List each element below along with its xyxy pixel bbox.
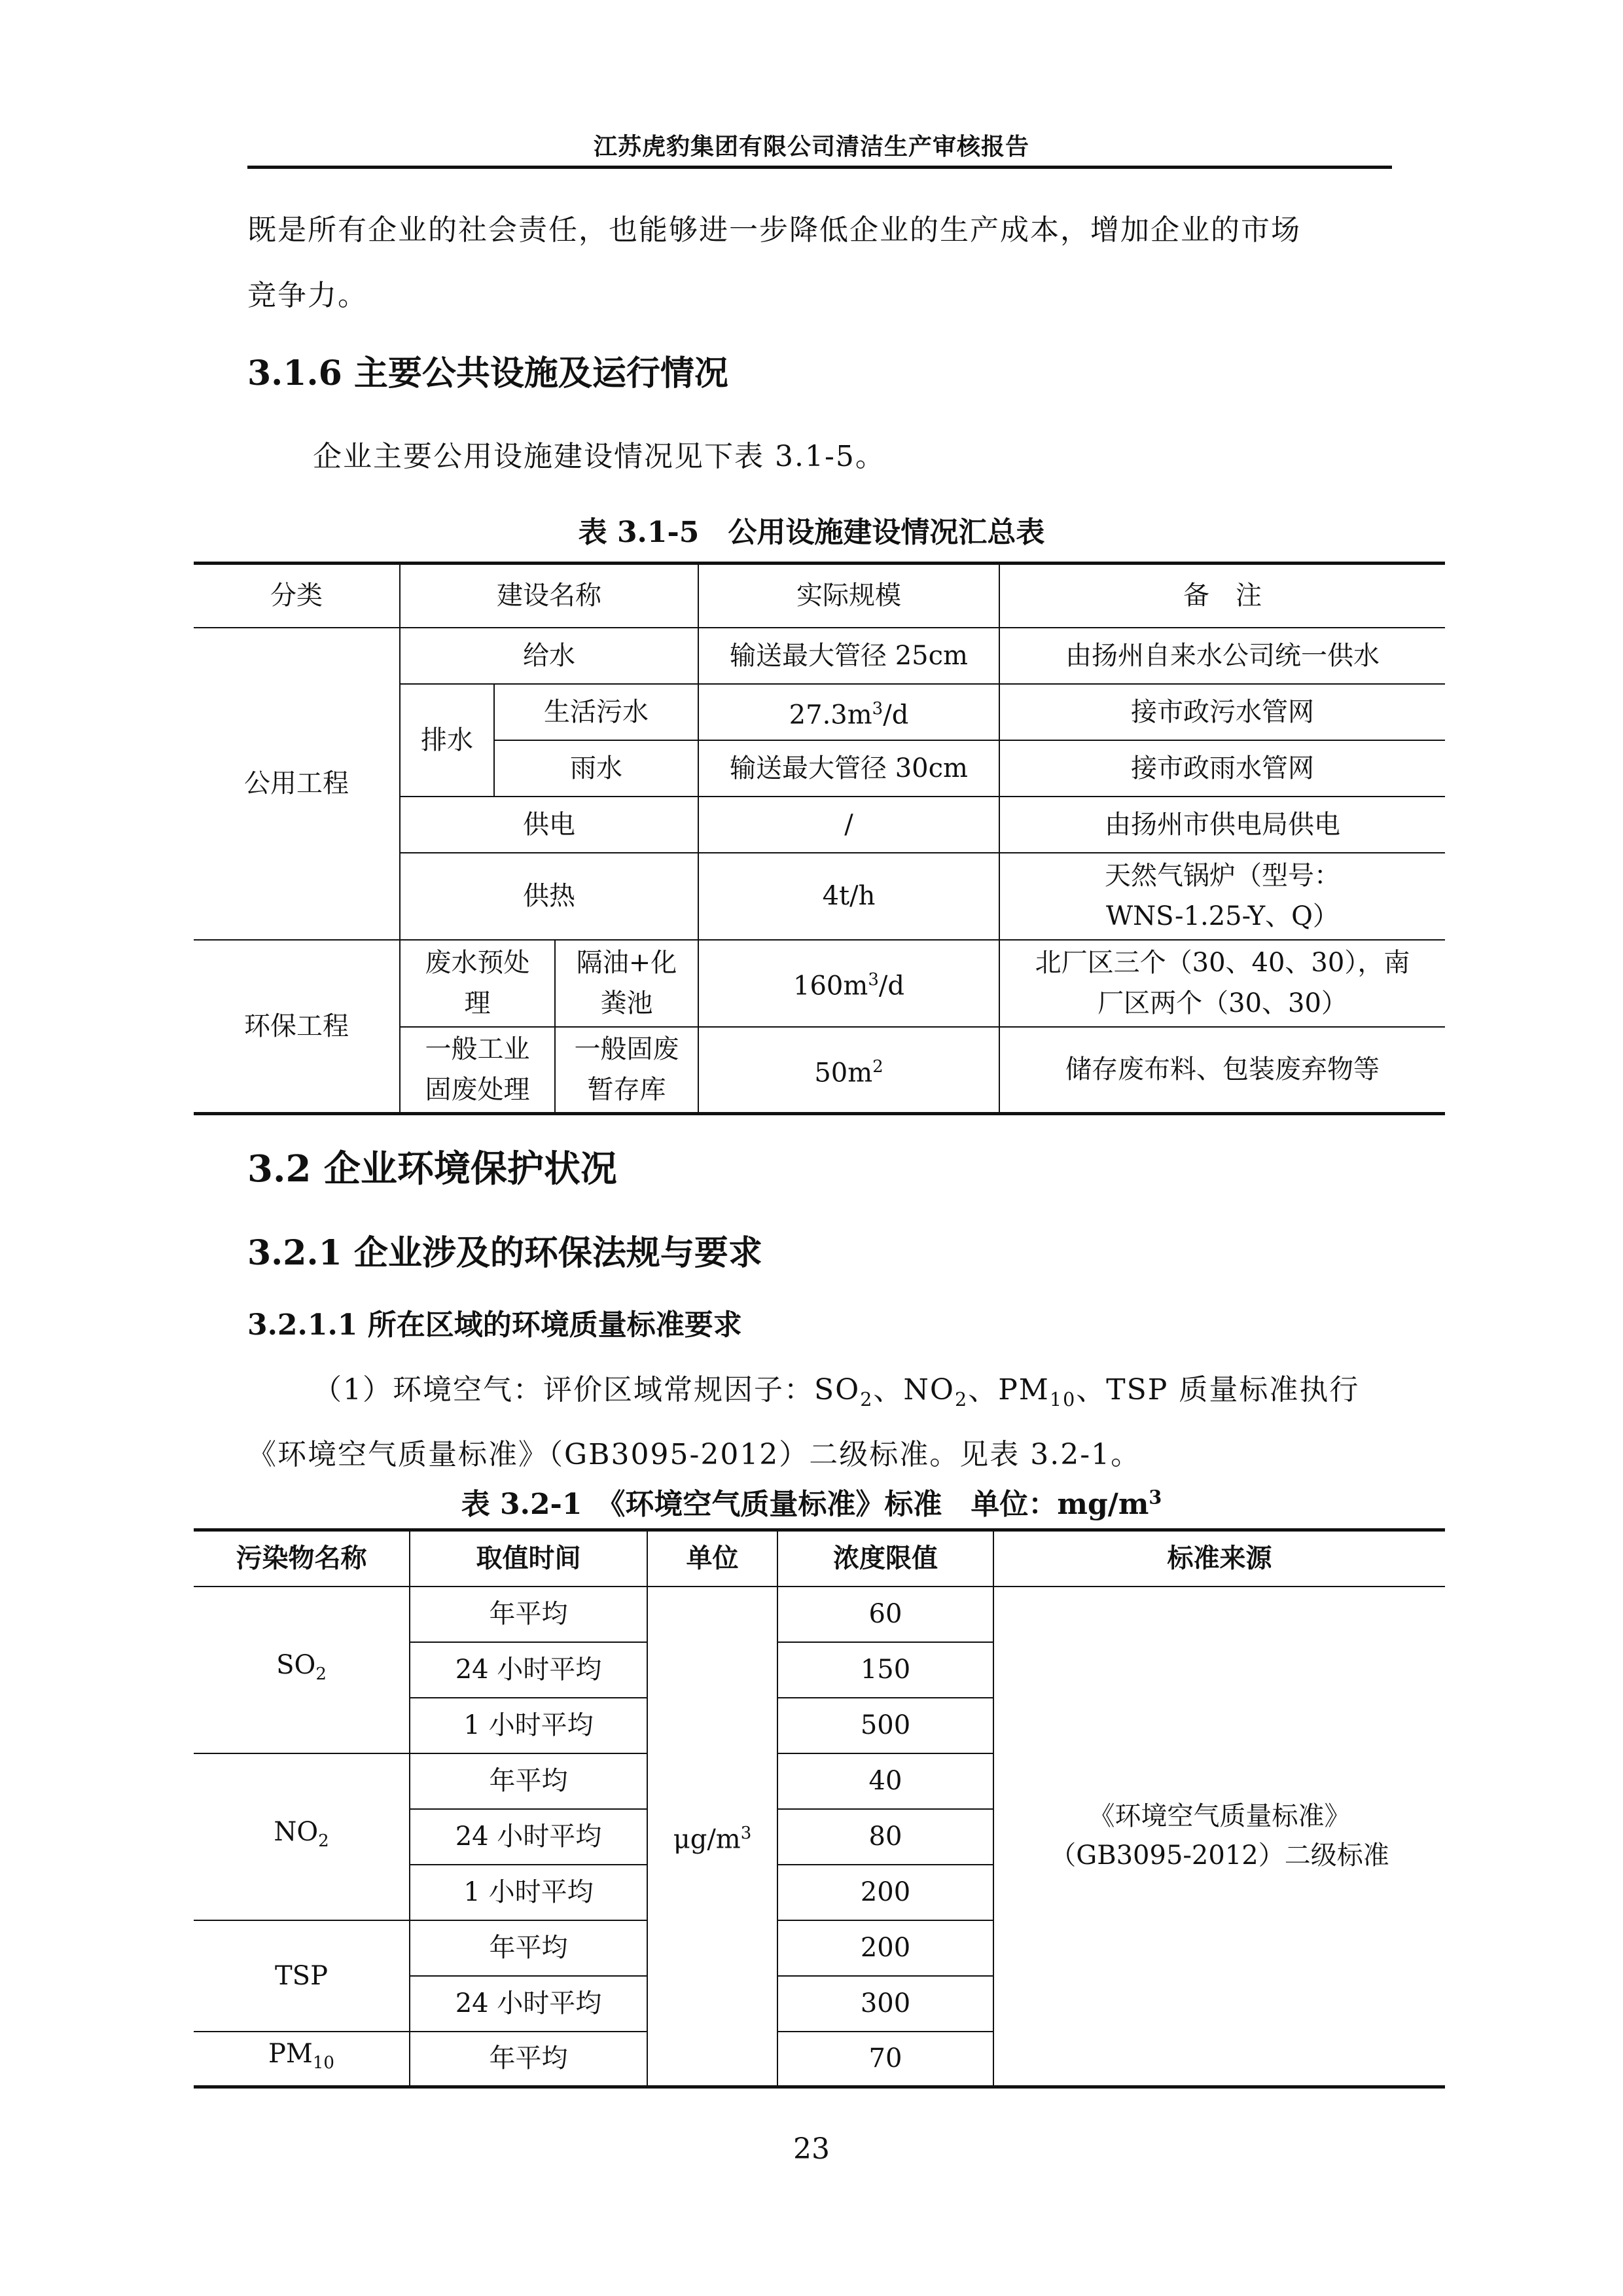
scale-heat: 4t/h bbox=[698, 853, 999, 940]
air-standard-paragraph-line-1: （1）环境空气：评价区域常规因子：$SO_2$、$NO_2$、$PM_{10}$、TSP 质量标准执行 bbox=[313, 1373, 1360, 1410]
pollutant-so2: $SO_2$ bbox=[194, 1587, 410, 1753]
facility-power: 供电 bbox=[400, 797, 698, 853]
note-wastewater: 北厂区三个（30、40、30），南 厂区两个（30、30） bbox=[999, 940, 1445, 1027]
limit-value: 60 bbox=[777, 1587, 993, 1642]
table-header-row bbox=[194, 564, 1445, 628]
averaging-time: 24 小时平均 bbox=[410, 1642, 647, 1698]
unit-cell: $\mu g/m^3$ bbox=[647, 1587, 777, 2087]
header-actual-scale: 实际规模 bbox=[698, 564, 999, 628]
note-power: 由扬州市供电局供电 bbox=[999, 797, 1445, 853]
facility-drainage: 排水 bbox=[400, 684, 494, 797]
header-divider bbox=[247, 166, 1392, 169]
subcategory-solid-waste: 一般工业 固废处理 bbox=[400, 1027, 555, 1114]
facility-solid-storage: 一般固废 暂存库 bbox=[555, 1027, 698, 1114]
note-rain: 接市政雨水管网 bbox=[999, 740, 1445, 797]
table-3-2-1-caption: 表 3.2-1 《环境空气质量标准》标准 单位：$mg/m^3$ bbox=[461, 1486, 1162, 1521]
header-facility-name: 建设名称 bbox=[400, 564, 698, 628]
table-row bbox=[194, 1587, 1445, 1642]
section-heading-3-1-6: 3.1.6 主要公共设施及运行情况 bbox=[247, 353, 728, 393]
averaging-time: 年平均 bbox=[410, 2032, 647, 2087]
standard-source: 《环境空气质量标准》 （GB3095-2012）二级标准 bbox=[993, 1587, 1445, 2087]
header-category: 分类 bbox=[194, 564, 400, 628]
header-limit: 浓度限值 bbox=[777, 1530, 993, 1587]
category-public-works: 公用工程 bbox=[194, 628, 400, 940]
limit-value: 200 bbox=[777, 1865, 993, 1920]
averaging-time: 年平均 bbox=[410, 1920, 647, 1976]
table-row bbox=[194, 628, 1445, 684]
section-heading-3-2-1: 3.2.1 企业涉及的环保法规与要求 bbox=[247, 1233, 762, 1273]
public-facilities-table bbox=[194, 562, 1445, 1115]
limit-value: 500 bbox=[777, 1698, 993, 1753]
scale-wastewater: $160m^3/d$ bbox=[698, 940, 999, 1027]
limit-value: 70 bbox=[777, 2032, 993, 2087]
header-source: 标准来源 bbox=[993, 1530, 1445, 1587]
averaging-time: 年平均 bbox=[410, 1753, 647, 1809]
note-water-supply: 由扬州自来水公司统一供水 bbox=[999, 628, 1445, 684]
note-solid-storage: 储存废布料、包装废弃物等 bbox=[999, 1027, 1445, 1114]
air-quality-standard-table bbox=[194, 1528, 1445, 2089]
averaging-time: 24 小时平均 bbox=[410, 1809, 647, 1865]
averaging-time: 24 小时平均 bbox=[410, 1976, 647, 2032]
pollutant-tsp: TSP bbox=[194, 1920, 410, 2032]
pollutant-no2: $NO_2$ bbox=[194, 1753, 410, 1920]
header-unit: 单位 bbox=[647, 1530, 777, 1587]
facility-heat: 供热 bbox=[400, 853, 698, 940]
subcategory-wastewater: 废水预处 理 bbox=[400, 940, 555, 1027]
facility-domestic-sewage: 生活污水 bbox=[494, 684, 698, 740]
scale-rain: 输送最大管径 30cm bbox=[698, 740, 999, 797]
table-row bbox=[194, 940, 1445, 1027]
limit-value: 200 bbox=[777, 1920, 993, 1976]
category-env-works: 环保工程 bbox=[194, 940, 400, 1114]
header-remarks: 备 注 bbox=[999, 564, 1445, 628]
scale-domestic-sewage: $27.3m^3/d$ bbox=[698, 684, 999, 740]
scale-power: / bbox=[698, 797, 999, 853]
section-heading-3-2-1-1: 3.2.1.1 所在区域的环境质量标准要求 bbox=[247, 1308, 742, 1342]
averaging-time: 年平均 bbox=[410, 1587, 647, 1642]
facility-rain: 雨水 bbox=[494, 740, 698, 797]
section-heading-3-2: 3.2 企业环境保护状况 bbox=[247, 1147, 617, 1191]
intro-line-1: 既是所有企业的社会责任，也能够进一步降低企业的生产成本，增加企业的市场 bbox=[247, 213, 1301, 247]
header-averaging-time: 取值时间 bbox=[410, 1530, 647, 1587]
facility-grease-septic: 隔油+化 粪池 bbox=[555, 940, 698, 1027]
intro-line-2: 竞争力。 bbox=[247, 279, 368, 312]
limit-value: 40 bbox=[777, 1753, 993, 1809]
intro-paragraph bbox=[247, 198, 1392, 329]
table-header-row bbox=[194, 1530, 1445, 1587]
averaging-time: 1 小时平均 bbox=[410, 1865, 647, 1920]
table-3-1-5-caption: 表 3.1-5 公用设施建设情况汇总表 bbox=[578, 516, 1045, 549]
limit-value: 80 bbox=[777, 1809, 993, 1865]
note-domestic-sewage: 接市政污水管网 bbox=[999, 684, 1445, 740]
page-header-title: 江苏虎豹集团有限公司清洁生产审核报告 bbox=[593, 133, 1029, 160]
averaging-time: 1 小时平均 bbox=[410, 1698, 647, 1753]
pollutant-pm10: $PM_{10}$ bbox=[194, 2032, 410, 2087]
header-pollutant: 污染物名称 bbox=[194, 1530, 410, 1587]
limit-value: 300 bbox=[777, 1976, 993, 2032]
air-standard-paragraph-line-2: 《环境空气质量标准》（GB3095-2012）二级标准。见表 3.2-1。 bbox=[247, 1438, 1141, 1471]
scale-water-supply: 输送最大管径 25cm bbox=[698, 628, 999, 684]
note-heat: 天然气锅炉（型号： WNS-1.25-Y、Q） bbox=[999, 853, 1445, 940]
page-number: 23 bbox=[793, 2132, 830, 2166]
facility-water-supply: 给水 bbox=[400, 628, 698, 684]
section-3-1-6-paragraph: 企业主要公用设施建设情况见下表 3.1-5。 bbox=[313, 440, 885, 473]
scale-solid-storage: $50m^2$ bbox=[698, 1027, 999, 1114]
limit-value: 150 bbox=[777, 1642, 993, 1698]
